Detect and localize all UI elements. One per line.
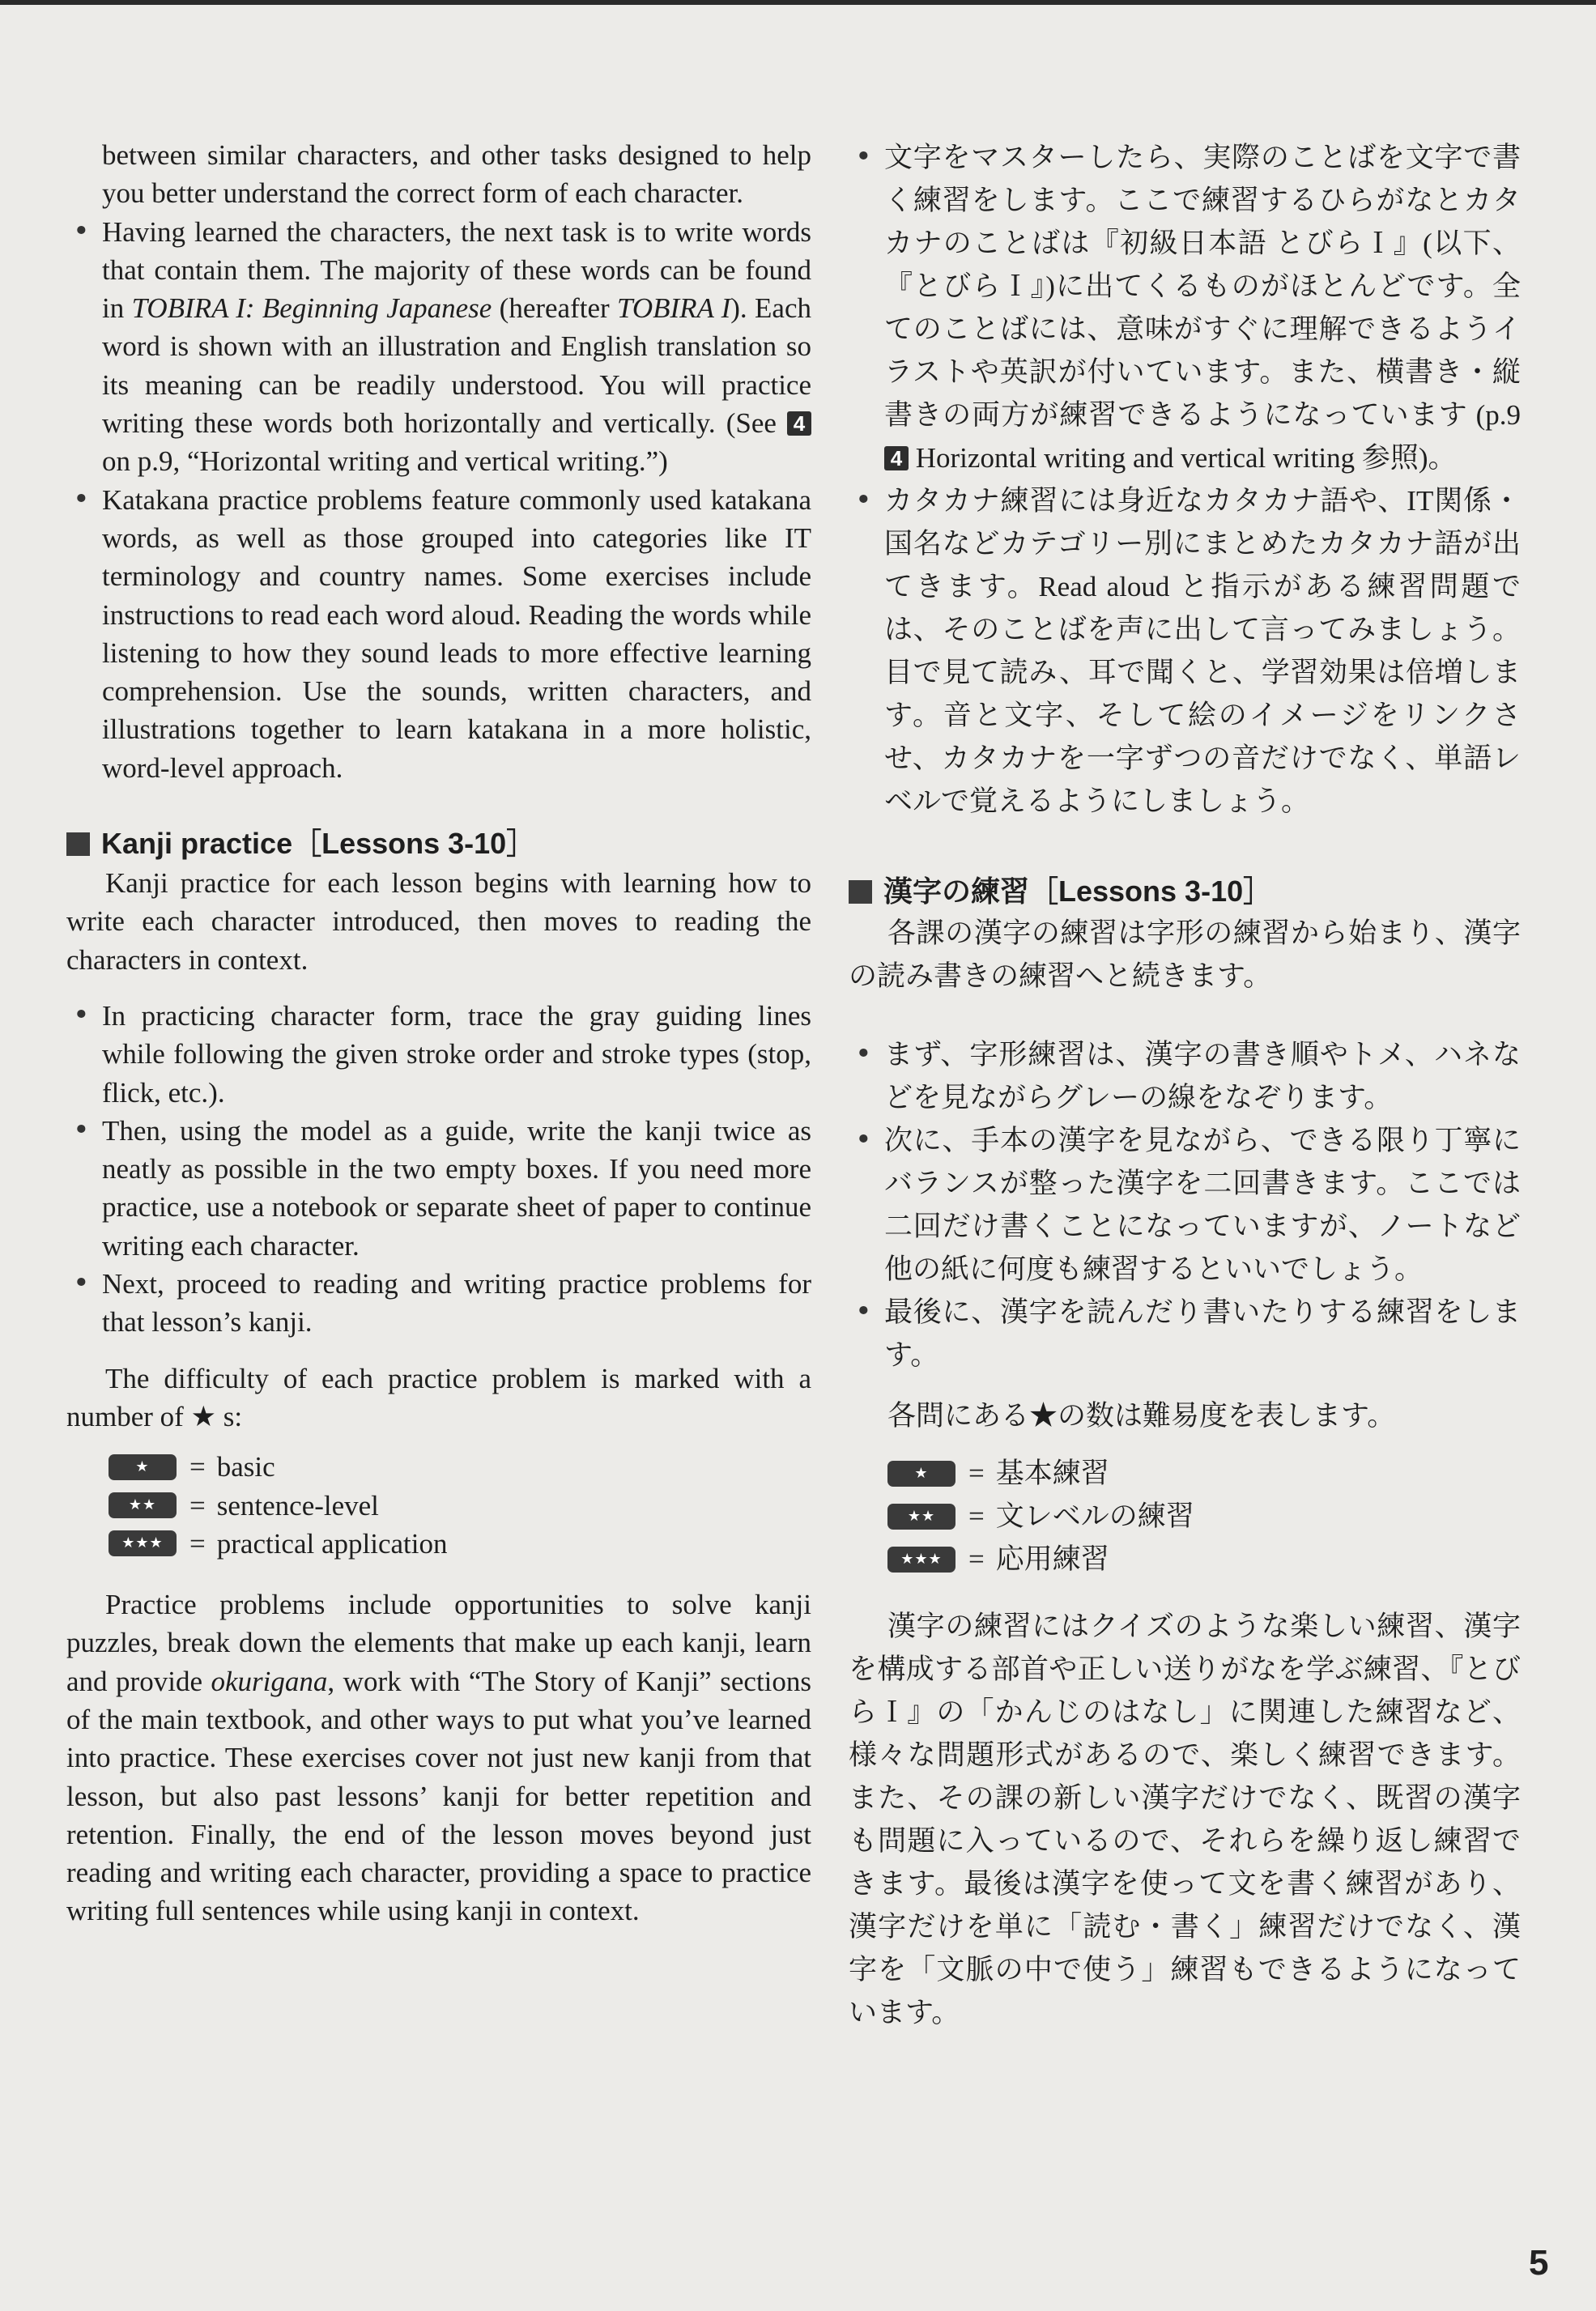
bullet-icon: • [73, 1113, 90, 1147]
intro-continuation: between similar characters, and other tasks designed to help you better understand the correct form of each character. [102, 139, 811, 210]
legend-row: ★★ = 文レベルの練習 [887, 1495, 1521, 1538]
legend-row: ★ = 基本練習 [887, 1452, 1521, 1495]
kanji-practice-heading-ja: 漢字の練習［Lessons 3-10］ [849, 871, 1521, 912]
legend-row: ★★★ = practical application [109, 1525, 811, 1563]
bullet-katakana-ja: • カタカナ練習には身近なカタカナ語や、IT関係・国名などカテゴリー別にまとめたカタカナ語が出てきます。Read aloud と指示がある練習問題では、そのことばを声に出して言ってみましょう。目で見て読み、耳で聞くと、学習効果は倍増します。音と文字、そして絵のイメージをリンクさせ、カタカナを一字ずつの音だけでなく、単語レベルで覚えるようにしましょう。 [849, 479, 1521, 823]
bullet-icon: • [73, 998, 90, 1032]
square-icon [66, 832, 90, 856]
difficulty-legend-ja [849, 1452, 1521, 1581]
bullet-words-ja: • 文字をマスターしたら、実際のことばを文字で書く練習をします。ここで練習するひらがなとカタカナのことばは『初級日本語 とびらＩ』(以下、『とびらＩ』)に出てくるものがほとんどです。全てのことばには、意味がすぐに理解できるようイラストや英訳が付いています。また、横書き・縦書きの両方が練習できるようになっています (p.9 4 Horizontal writing and vertical writing 参照)。 [849, 136, 1521, 479]
three-star-badge: ★★★ [109, 1530, 177, 1556]
difficulty-text: The difficulty of each practice problem is marked with a number of ★ s: [66, 1362, 811, 1433]
two-star-badge: ★★ [109, 1492, 177, 1518]
kanji-bullet: • まず、字形練習は、漢字の書き順やトメ、ハネなどを見ながらグレーの線をなぞります。 [849, 1033, 1521, 1119]
three-star-badge: ★★★ [887, 1547, 955, 1573]
bullet-icon: • [855, 1038, 872, 1070]
kanji-bullet: • 次に、手本の漢字を見ながら、できる限り丁寧にバランスが整った漢字を二回書きます。ここでは二回だけ書くことになっていますが、ノートなど他の紙に何度も練習するといいでしょう。 [849, 1119, 1521, 1291]
square-icon [849, 880, 872, 904]
bullet-icon: • [73, 1267, 90, 1300]
one-star-badge: ★ [109, 1454, 177, 1480]
english-column [66, 136, 811, 1930]
top-rule [0, 0, 1596, 5]
bullet-icon: • [73, 215, 90, 248]
kanji-bullet: • Next, proceed to reading and writing practice problems for that lesson’s kanji. [66, 1265, 811, 1342]
japanese-bullet-list [849, 136, 1521, 823]
one-star-badge: ★ [887, 1461, 955, 1487]
difficulty-legend [66, 1448, 811, 1563]
legend-row: ★ = basic [109, 1448, 811, 1486]
book-title: TOBIRA I: Beginning Japanese [131, 292, 492, 325]
bullet-katakana: • Katakana practice problems feature commonly used katakana words, as well as those grouped into categories like IT terminology and country names. Some exercises include instructions to read each word aloud. Reading the words while listening to how they sound leads to more effective learning comprehension. Use the sounds, written characters, and illustrations together to learn katakana in a more holistic, word-level approach. [66, 481, 811, 787]
bullet-icon: • [855, 1296, 872, 1328]
short-title: TOBIRA I [617, 292, 731, 325]
page-number: 5 [1529, 2243, 1549, 2283]
kanji-bullet-list-ja [849, 1033, 1521, 1377]
bullet-words: • Having learned the characters, the next task is to write words that contain them. The majority of these words can be found in TOBIRA I: Beginning Japanese (hereafter TOBIRA I). Each word is shown with an illustration and English translation so its meaning can be readily understood. You will practice writing these words both horizontally and vertically. (See 4 on p.9, “Horizontal writing and vertical writing.”) [66, 213, 811, 481]
kanji-bullet: • In practicing character form, trace the gray guiding lines while following the given stroke order and stroke types (stop, flick, etc.). [66, 997, 811, 1112]
section-4-icon: 4 [787, 411, 811, 436]
closing-paragraph-ja: 漢字の練習にはクイズのような楽しい練習、漢字を構成する部首や正しい送りがなを学ぶ練習、『とびらＩ』の「かんじのはなし」に関連した練習など、様々な問題形式があるので、楽しく練習できます。また、その課の新しい漢字だけでなく、既習の漢字も問題に入っているので、それらを繰り返し練習できます。最後は漢字を使って文を書く練習があり、漢字だけを単に「読む・書く」練習だけでなく、漢字を「文脈の中で使う」練習もできるようになっています。 [849, 1611, 1521, 2028]
kanji-intro: Kanji practice for each lesson begins with learning how to write each character introduced, then moves to reading the characters in context. [66, 867, 811, 976]
bullet-icon: • [855, 141, 872, 173]
bullet-icon: • [855, 1124, 872, 1156]
kanji-practice-heading: Kanji practice［Lessons 3-10］ [66, 824, 811, 864]
star-icon: ★ [190, 1400, 216, 1433]
bullet-icon: • [73, 483, 90, 516]
legend-row: ★★★ = 応用練習 [887, 1538, 1521, 1581]
kanji-intro-ja: 各課の漢字の練習は字形の練習から始まり、漢字の読み書きの練習へと続きます。 [849, 917, 1521, 992]
legend-row: ★★ = sentence-level [109, 1487, 811, 1525]
kanji-bullet: • 最後に、漢字を読んだり書いたりする練習をします。 [849, 1291, 1521, 1377]
kanji-bullet: • Then, using the model as a guide, write the kanji twice as neatly as possible in the two empty boxes. If you need more practice, use a notebook or separate sheet of paper to continue writing each character. [66, 1112, 811, 1265]
kanji-bullet-list [66, 997, 811, 1342]
two-star-badge: ★★ [887, 1504, 955, 1530]
section-4-icon: 4 [884, 446, 909, 470]
difficulty-text-ja: 各問にある★の数は難易度を表します。 [887, 1400, 1396, 1432]
english-bullet-list [66, 213, 811, 787]
bullet-icon: • [855, 484, 872, 517]
closing-paragraph: Practice problems include opportunities to solve kanji puzzles, break down the elements that make up each kanji, learn and provide okurigana, work with “The Story of Kanji” sections of the main textbook, and other ways to put what you’ve learned into practice. These exercises cover not just new kanji from that lesson, but also past lessons’ kanji for better repetition and retention. Finally, the end of the lesson moves beyond just reading and writing each character, providing a space to practice writing full sentences while using kanji in context. [66, 1589, 812, 1927]
japanese-column [849, 136, 1521, 2034]
